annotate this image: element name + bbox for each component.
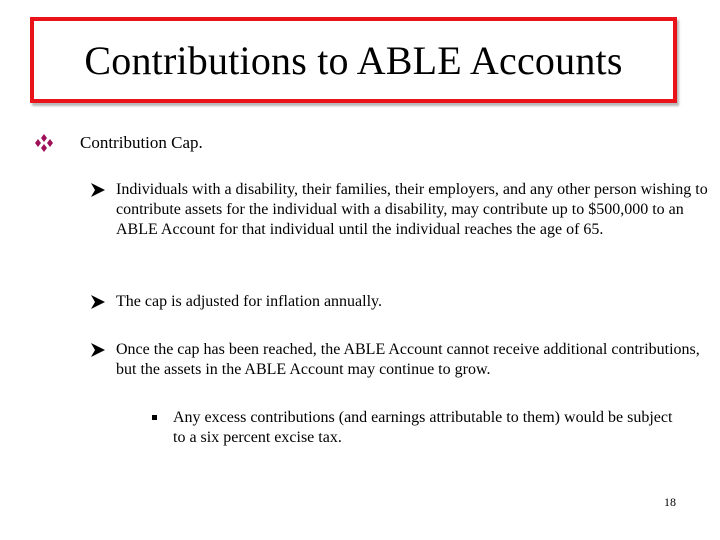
four-diamond-bullet-icon bbox=[32, 133, 56, 153]
sub-list-item bbox=[152, 408, 683, 448]
list-item bbox=[89, 180, 711, 240]
sub-bullet-text: Any excess contributions (and earnings attributable to them) would be subject to a six percent excise tax. bbox=[173, 409, 673, 446]
arrow-bullet-icon bbox=[89, 293, 107, 311]
square-bullet-icon bbox=[152, 415, 157, 420]
slide-title: Contributions to ABLE Accounts bbox=[84, 37, 623, 83]
heading-bullet bbox=[32, 133, 203, 153]
bullet-text: The cap is adjusted for inflation annually. bbox=[116, 293, 382, 310]
arrow-bullet-icon bbox=[89, 341, 107, 359]
page-number: 18 bbox=[664, 495, 676, 509]
title-box bbox=[30, 17, 677, 103]
list-item bbox=[89, 340, 711, 380]
list-item bbox=[89, 292, 711, 312]
heading-text: Contribution Cap. bbox=[80, 133, 203, 152]
arrow-bullet-icon bbox=[89, 181, 107, 199]
bullet-text: Individuals with a disability, their families, their employers, and any other person wishing to contribute assets for the individual with a disability, may contribute up to $500,000 to an ABLE Account for that individual until the individual reaches the age of 65. bbox=[116, 181, 708, 238]
bullet-text: Once the cap has been reached, the ABLE Account cannot receive additional contributions, but the assets in the ABLE Account may continue to grow. bbox=[116, 341, 700, 378]
